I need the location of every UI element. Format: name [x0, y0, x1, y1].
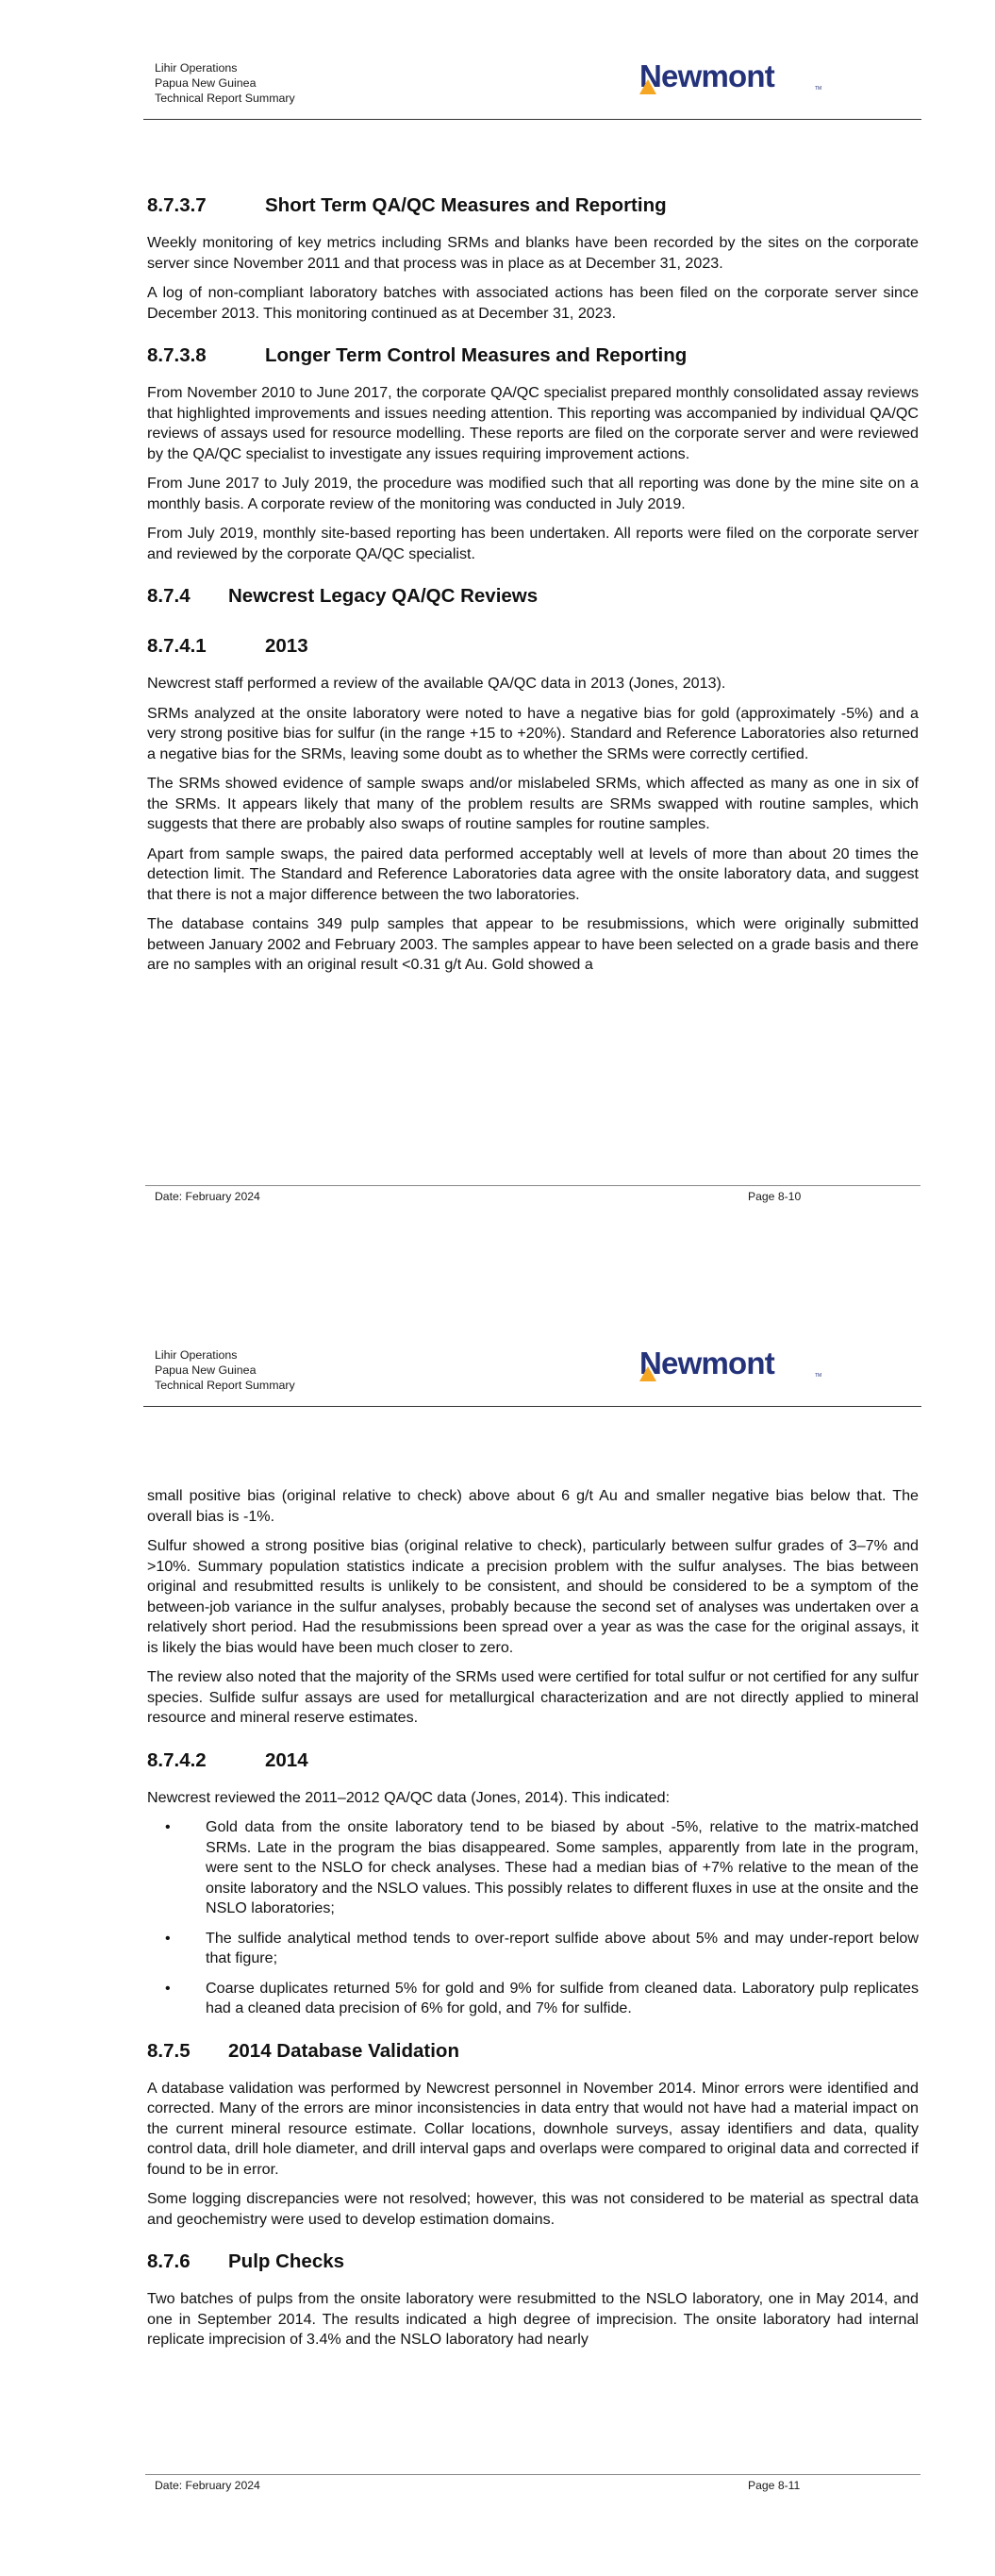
- paragraph: Apart from sample swaps, the paired data performed acceptably well at levels of more than about 20 times the detection limit. The Standard and Reference Laboratories data agree with the onsite laboratory data, and suggest that there is not a major difference between the two laboratories.: [147, 845, 919, 903]
- section-8-7-6: [147, 2250, 919, 2350]
- list-item-text: Gold data from the onsite laboratory tend to be biased by about -5%, relative to the matrix-matched SRMs. Late in the program the bias disappeared. Some samples, apparently from late in the program, were sent to the NSLO for check analyses. These had a median bias of +7% relative to the mean of the onsite laboratory and the NSLO values. This possibly relates to different fluxes in use at the onsite and the NSLO laboratories;: [206, 1818, 919, 1916]
- section-heading: [147, 634, 919, 659]
- section-title: Short Term QA/QC Measures and Reporting: [265, 194, 667, 216]
- paragraph: Two batches of pulps from the onsite laboratory were resubmitted to the NSLO laboratory, one in May 2014, and one in September 2014. The results indicated a high degree of imprecision. The onsite laboratory had internal replicate imprecision of 3.4% and the NSLO laboratory had nearly: [147, 2290, 919, 2348]
- section-heading: [147, 2039, 919, 2064]
- footer-page-number: Page 8-10: [748, 1190, 802, 1203]
- report-page-8-10: [0, 0, 995, 1236]
- bullet-icon: •: [165, 1929, 171, 1947]
- section-heading: [147, 1748, 919, 1773]
- logo-trademark: TM: [815, 1373, 822, 1379]
- logo-triangle-icon: [639, 79, 656, 94]
- section-heading: [147, 2250, 919, 2274]
- section-title: Longer Term Control Measures and Reporting: [265, 344, 688, 366]
- section-8-7-4: [147, 584, 919, 609]
- section-title: Newcrest Legacy QA/QC Reviews: [228, 585, 539, 607]
- bullet-icon: •: [165, 1818, 171, 1835]
- paragraph: small positive bias (original relative to check) above about 6 g/t Au and smaller negative bias below that. The overall bias is -1%.: [147, 1487, 919, 1525]
- section-number: 8.7.4: [147, 585, 191, 607]
- paragraph: From June 2017 to July 2019, the procedure was modified such that all reporting was done by the mine site on a monthly basis. A corporate review of the monitoring was conducted in July 2019.: [147, 475, 919, 512]
- header-line-country: Papua New Guinea: [155, 76, 257, 90]
- header-line-operation: Lihir Operations: [155, 1348, 238, 1362]
- section-heading: [147, 193, 919, 218]
- paragraph: A database validation was performed by Newcrest personnel in November 2014. Minor errors were identified and corrected. Many of the errors are minor inconsistencies in data entry that would not have had a material impact on the current mineral resource estimate. Collar locations, downhole surveys, assay identifiers and data, quality control data, drill hole diameter, and drill interval gaps and overlaps were compared to original data and corrected if found to be in error.: [147, 2079, 919, 2178]
- section-heading: [147, 343, 919, 368]
- page-header-text: [155, 1347, 295, 1393]
- section-title: 2014 Database Validation: [228, 2039, 459, 2062]
- section-8-7-5: [147, 2039, 919, 2231]
- section-number: 8.7.4.2: [147, 1748, 207, 1771]
- footer-date: Date: February 2024: [155, 2479, 260, 2492]
- section-number: 8.7.5: [147, 2039, 191, 2062]
- list-item: [147, 1979, 919, 2019]
- header-divider: [143, 119, 921, 120]
- section-8-7-4-1: [147, 634, 919, 976]
- list-item: [147, 1929, 919, 1969]
- newmont-logo: [634, 60, 822, 98]
- header-line-country: Papua New Guinea: [155, 1363, 257, 1377]
- section-8-7-4-2: [147, 1748, 919, 2019]
- paragraph: SRMs analyzed at the onsite laboratory were noted to have a negative bias for gold (approximately -5%) and a very strong positive bias for sulfur (in the range +15 to +20%). Standard and Reference Laboratories also returned a negative bias for the SRMs, leaving some doubt as to whether the SRMs were correctly certified.: [147, 704, 919, 762]
- logo-trademark: TM: [815, 86, 822, 92]
- logo-triangle-icon: [639, 1366, 656, 1381]
- list-item: [147, 1817, 919, 1919]
- header-divider: [143, 1406, 921, 1407]
- section-number: 8.7.4.1: [147, 635, 207, 657]
- footer-divider: [145, 1185, 920, 1186]
- section-number: 8.7.6: [147, 2250, 191, 2272]
- newmont-logo: [634, 1347, 822, 1385]
- logo-wordmark: Newmont: [639, 59, 774, 93]
- paragraph: A log of non-compliant laboratory batches with associated actions has been filed on the corporate server since December 2013. This monitoring continued as at December 31, 2023.: [147, 284, 919, 322]
- paragraph: The review also noted that the majority of the SRMs used were certified for total sulfur or not certified for any sulfur species. Sulfide sulfur assays are used for metallurgical characterization and are not directly applied to mineral resource and mineral reserve estimates.: [147, 1668, 919, 1726]
- logo-wordmark: Newmont: [639, 1346, 774, 1380]
- section-8-7-3-8: [147, 343, 919, 564]
- paragraph: Sulfur showed a strong positive bias (original relative to check), particularly between sulfur grades of 3–7% and >10%. Summary population statistics indicate a precision problem with the sulfur analyses. The bias between original and resubmitted results is unlikely to be consistent, and should be considered to be a symptom of the between-job variance in the sulfur analyses, probably because the second set of analyses was undertaken over a relatively short period. Had the resubmissions been spread over a year as was the case for the original assays, it is likely the bias would have been much closer to zero.: [147, 1537, 919, 1656]
- bullet-icon: •: [165, 1979, 171, 1997]
- header-line-report: Technical Report Summary: [155, 1379, 295, 1392]
- paragraph: The database contains 349 pulp samples that appear to be resubmissions, which were originally submitted between January 2002 and February 2003. The samples appear to have been selected on a grade basis and there are no samples with an original result <0.31 g/t Au. Gold showed a: [147, 915, 919, 973]
- footer-date: Date: February 2024: [155, 1190, 260, 1203]
- paragraph: From July 2019, monthly site-based reporting has been undertaken. All reports were filed on the corporate server and reviewed by the corporate QA/QC specialist.: [147, 525, 919, 562]
- section-8-7-4-1-continued: [147, 1486, 919, 1729]
- list-item-text: Coarse duplicates returned 5% for gold and 9% for sulfide from cleaned data. Laboratory pulp replicates had a cleaned data precision of 6% for gold, and 7% for sulfide.: [206, 1979, 919, 2016]
- header-line-report: Technical Report Summary: [155, 92, 295, 105]
- paragraph: Weekly monitoring of key metrics including SRMs and blanks have been recorded by the sites on the corporate server since November 2011 and that process was in place as at December 31, 2023.: [147, 234, 919, 272]
- paragraph: From November 2010 to June 2017, the corporate QA/QC specialist prepared monthly consolidated assay reviews that highlighted improvements and issues needing attention. This reporting was accompanied by individual QA/QC reviews of assays used for resource modelling. These reports are filed on the corporate server and were reviewed by the QA/QC specialist to investigate any issues requiring improvement actions.: [147, 384, 919, 462]
- footer-divider: [145, 2474, 920, 2475]
- paragraph: Newcrest staff performed a review of the available QA/QC data in 2013 (Jones, 2013).: [147, 675, 726, 692]
- section-title: Pulp Checks: [228, 2250, 345, 2272]
- section-title: 2014: [265, 1748, 308, 1771]
- section-title: 2013: [265, 635, 308, 657]
- footer-page-number: Page 8-11: [748, 2479, 801, 2492]
- page-header-text: [155, 60, 295, 106]
- page-body: [147, 193, 919, 976]
- page-body: [147, 1486, 919, 2350]
- paragraph: Newcrest reviewed the 2011–2012 QA/QC data (Jones, 2014). This indicated:: [147, 1788, 671, 1806]
- paragraph: The SRMs showed evidence of sample swaps and/or mislabeled SRMs, which affected as many as one in six of the SRMs. It appears likely that many of the problem results are SRMs swapped with routine samples, which suggests that there are probably also swaps of routine samples for routine samples.: [147, 775, 919, 832]
- findings-list: [147, 1817, 919, 2019]
- section-number: 8.7.3.7: [147, 194, 207, 216]
- list-item-text: The sulfide analytical method tends to over-report sulfide above about 5% and may under-report below that figure;: [206, 1929, 919, 1966]
- section-heading: [147, 584, 919, 609]
- paragraph: Some logging discrepancies were not resolved; however, this was not considered to be material as spectral data and geochemistry were used to develop estimation domains.: [147, 2190, 919, 2228]
- header-line-operation: Lihir Operations: [155, 61, 238, 75]
- section-number: 8.7.3.8: [147, 344, 207, 366]
- section-8-7-3-7: [147, 193, 919, 324]
